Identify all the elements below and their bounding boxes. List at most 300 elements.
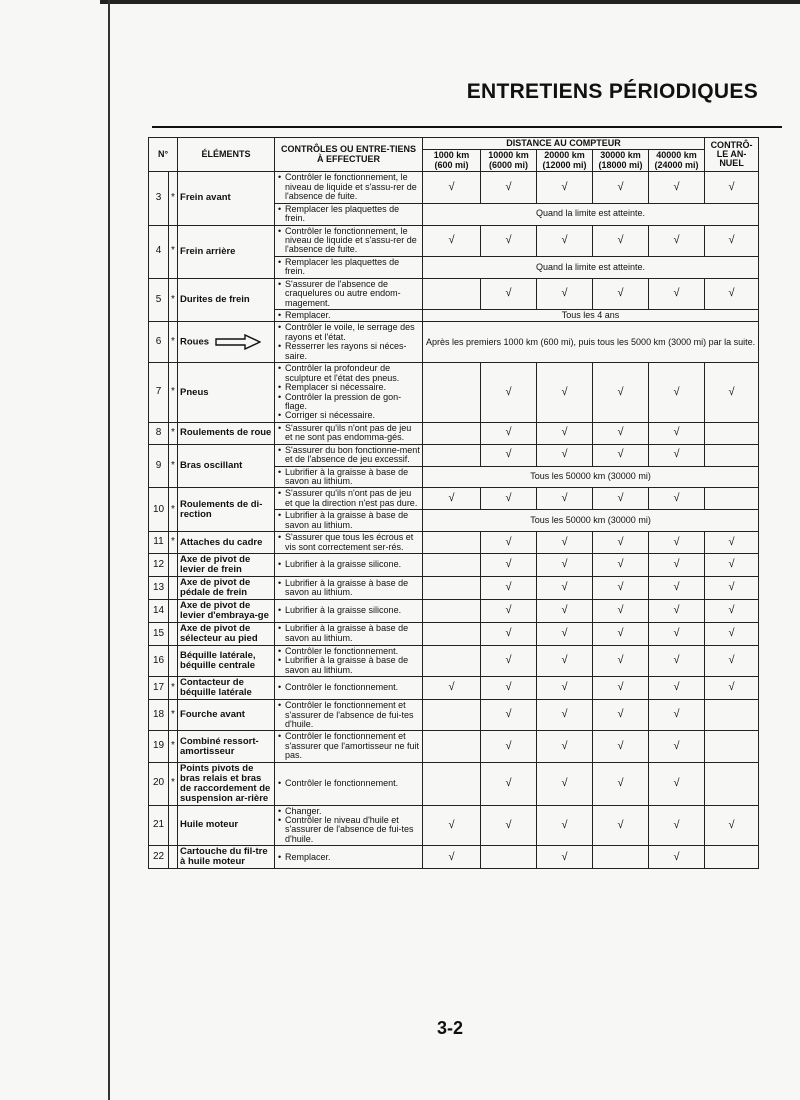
element-name: Attaches du cadre: [180, 536, 263, 548]
row-mark: *: [169, 532, 178, 554]
control-cell: [275, 577, 423, 600]
control-list: [277, 258, 420, 277]
check-cell: √: [481, 444, 537, 466]
control-item: • Lubrifier à la graisse à base de savon au lithium.: [277, 579, 420, 598]
check-cell: √: [593, 645, 649, 676]
check-cell: √: [649, 278, 705, 309]
annual-check-cell: √: [705, 622, 759, 645]
row-mark: *: [169, 322, 178, 363]
annual-check-cell: √: [705, 677, 759, 700]
row-number: 22: [149, 846, 169, 869]
check-cell: √: [649, 677, 705, 700]
row-number: 15: [149, 622, 169, 645]
table-row: [149, 762, 759, 805]
check-cell: √: [423, 488, 481, 510]
element-name: Cartouche du fil-tre à huile moteur: [180, 846, 268, 868]
element-name: Roulements de di-rection: [180, 498, 263, 520]
check-cell: √: [649, 554, 705, 577]
control-cell: [275, 762, 423, 805]
annual-check-cell: √: [705, 645, 759, 676]
element-cell: [178, 846, 275, 869]
table-row: [149, 846, 759, 869]
check-cell: √: [481, 422, 537, 444]
element-name: Points pivots de bras relais et bras de raccordement de suspension ar-rière: [180, 762, 271, 804]
control-list: [277, 624, 420, 643]
annual-check-cell: √: [705, 225, 759, 256]
element-name: Axe de pivot de sélecteur au pied: [180, 622, 258, 644]
check-cell: √: [649, 444, 705, 466]
check-cell: [423, 577, 481, 600]
check-cell: √: [423, 677, 481, 700]
check-cell: √: [423, 805, 481, 846]
element-cell: [178, 278, 275, 322]
row-number: 17: [149, 677, 169, 700]
control-list: [277, 807, 420, 845]
check-cell: √: [649, 532, 705, 554]
annual-check-cell: √: [705, 278, 759, 309]
check-cell: √: [537, 444, 593, 466]
control-cell: [275, 422, 423, 444]
row-mark: [169, 846, 178, 869]
element-cell: [178, 762, 275, 805]
table-row: [149, 554, 759, 577]
row-mark: *: [169, 422, 178, 444]
control-item: • Changer.: [277, 807, 420, 816]
control-cell: [275, 363, 423, 423]
control-list: [277, 446, 420, 465]
control-list: [277, 511, 420, 530]
control-cell: [275, 645, 423, 676]
element-name: Pneus: [180, 386, 209, 398]
element-name: Roues: [180, 336, 210, 348]
check-cell: [423, 599, 481, 622]
check-cell: √: [537, 363, 593, 423]
table-row: [149, 700, 759, 731]
control-list: [277, 647, 420, 675]
control-list: [277, 701, 420, 729]
check-cell: √: [593, 677, 649, 700]
control-list: [277, 579, 420, 598]
row-mark: *: [169, 363, 178, 423]
check-cell: [423, 554, 481, 577]
table-row: [149, 645, 759, 676]
row-number: 9: [149, 444, 169, 488]
header-d1: 1000 km (600 mi): [423, 150, 481, 172]
element-cell: [178, 363, 275, 423]
element-name: Bras oscillant: [180, 460, 243, 472]
row-number: 8: [149, 422, 169, 444]
row-mark: [169, 805, 178, 846]
control-item: • Corriger si nécessaire.: [277, 411, 420, 420]
row-mark: *: [169, 762, 178, 805]
control-list: [277, 560, 420, 569]
control-item: • Resserrer les rayons si néces-saire.: [277, 342, 420, 361]
check-cell: √: [481, 577, 537, 600]
check-cell: [423, 622, 481, 645]
element-name: Axe de pivot de levier de frein: [180, 554, 251, 576]
row-number: 10: [149, 488, 169, 532]
control-item: • Contrôler le fonctionnement.: [277, 647, 420, 656]
row-mark: [169, 645, 178, 676]
element-name: Béquille latérale, béquille centrale: [180, 650, 256, 671]
check-cell: [423, 762, 481, 805]
check-cell: √: [593, 554, 649, 577]
check-cell: √: [537, 677, 593, 700]
element-cell: [178, 700, 275, 731]
control-cell: [275, 466, 423, 488]
check-cell: √: [537, 805, 593, 846]
control-list: [277, 683, 420, 692]
control-item: • Remplacer les plaquettes de frein.: [277, 205, 420, 224]
check-cell: √: [481, 599, 537, 622]
page-title: ENTRETIENS PÉRIODIQUES: [466, 80, 758, 103]
annual-check-cell: [705, 488, 759, 510]
check-cell: √: [481, 645, 537, 676]
element-cell: [178, 422, 275, 444]
element-cell: [178, 677, 275, 700]
interval-note: Quand la limite est atteinte.: [423, 203, 759, 225]
control-item: • Lubrifier à la graisse silicone.: [277, 560, 420, 569]
row-number: 4: [149, 225, 169, 278]
table-row: [149, 322, 759, 363]
row-number: 14: [149, 599, 169, 622]
annual-check-cell: √: [705, 805, 759, 846]
control-list: [277, 280, 420, 308]
check-cell: √: [537, 422, 593, 444]
check-cell: √: [481, 762, 537, 805]
row-mark: [169, 554, 178, 577]
row-mark: *: [169, 731, 178, 762]
check-cell: √: [537, 172, 593, 203]
control-cell: [275, 225, 423, 256]
element-name: Durites de frein: [180, 294, 250, 306]
element-cell: [178, 645, 275, 676]
check-cell: √: [593, 622, 649, 645]
check-cell: √: [649, 172, 705, 203]
check-cell: √: [537, 599, 593, 622]
annual-check-cell: √: [705, 554, 759, 577]
control-list: [277, 173, 420, 201]
control-cell: [275, 532, 423, 554]
row-mark: *: [169, 677, 178, 700]
check-cell: √: [481, 731, 537, 762]
check-cell: [593, 846, 649, 869]
row-number: 5: [149, 278, 169, 322]
check-cell: √: [423, 225, 481, 256]
check-cell: [423, 422, 481, 444]
control-list: [277, 732, 420, 760]
header-distance: DISTANCE AU COMPTEUR: [423, 138, 705, 150]
control-item: • Contrôler le niveau d'huile et s'assurer de l'absence de fui-tes d'huile.: [277, 816, 420, 844]
check-cell: √: [537, 762, 593, 805]
element-cell: [178, 622, 275, 645]
control-item: • Lubrifier à la graisse à base de savon au lithium.: [277, 468, 420, 487]
element-name: Roulements de roue: [180, 427, 272, 439]
control-cell: [275, 203, 423, 225]
control-item: • Remplacer les plaquettes de frein.: [277, 258, 420, 277]
control-item: • Contrôler le fonctionnement, le niveau de liquide et s'assu-rer de l'absence de fuite.: [277, 227, 420, 255]
check-cell: √: [649, 645, 705, 676]
check-cell: √: [649, 599, 705, 622]
page-left-edge: [108, 0, 110, 1100]
control-item: • Lubrifier à la graisse à base de savon au lithium.: [277, 656, 420, 675]
row-number: 7: [149, 363, 169, 423]
top-border: [100, 0, 800, 4]
check-cell: √: [481, 363, 537, 423]
control-item: • S'assurer que tous les écrous et vis sont correctement ser-rés.: [277, 533, 420, 552]
control-cell: [275, 599, 423, 622]
row-mark: [169, 622, 178, 645]
maintenance-table: [148, 137, 759, 869]
element-cell: [178, 554, 275, 577]
control-cell: [275, 510, 423, 532]
element-name: Frein arrière: [180, 245, 236, 257]
control-cell: [275, 554, 423, 577]
control-cell: [275, 444, 423, 466]
row-number: 13: [149, 577, 169, 600]
check-cell: √: [649, 805, 705, 846]
annual-check-cell: [705, 762, 759, 805]
row-number: 12: [149, 554, 169, 577]
annual-check-cell: √: [705, 599, 759, 622]
header-elements: ÉLÉMENTS: [178, 138, 275, 172]
element-name: Combiné ressort-amortisseur: [180, 735, 259, 757]
check-cell: √: [537, 645, 593, 676]
control-cell: [275, 172, 423, 203]
row-mark: [169, 599, 178, 622]
check-cell: [423, 278, 481, 309]
check-cell: [423, 731, 481, 762]
check-cell: √: [649, 622, 705, 645]
control-list: [277, 205, 420, 224]
control-list: [277, 533, 420, 552]
page-number: 3-2: [437, 1018, 464, 1038]
element-name: Frein avant: [180, 192, 231, 204]
control-item: • Remplacer.: [277, 311, 420, 320]
header-controls: CONTRÔLES OU ENTRE-TIENS À EFFECTUER: [275, 138, 423, 172]
control-list: [277, 779, 420, 788]
header-num: N°: [149, 138, 178, 172]
control-item: • Contrôler la profondeur de sculpture et l'état des pneus.: [277, 364, 420, 383]
table-row: [149, 805, 759, 846]
check-cell: √: [593, 599, 649, 622]
check-cell: [423, 645, 481, 676]
table-row: [149, 599, 759, 622]
header-annual: CONTRÔ-LE AN-NUEL: [705, 138, 759, 172]
control-list: [277, 606, 420, 615]
annual-check-cell: √: [705, 532, 759, 554]
table-row: [149, 422, 759, 444]
control-item: • Contrôler le voile, le serrage des rayons et l'état.: [277, 323, 420, 342]
arrow-right-icon: [215, 334, 261, 350]
check-cell: √: [537, 488, 593, 510]
control-list: [277, 323, 420, 361]
control-cell: [275, 846, 423, 869]
check-cell: √: [481, 532, 537, 554]
check-cell: √: [649, 700, 705, 731]
table-body: [149, 172, 759, 869]
element-cell: [178, 599, 275, 622]
check-cell: √: [649, 846, 705, 869]
table-row: [149, 532, 759, 554]
check-cell: √: [649, 731, 705, 762]
check-cell: √: [537, 846, 593, 869]
control-list: [277, 468, 420, 487]
control-cell: [275, 700, 423, 731]
control-list: [277, 489, 420, 508]
control-item: • Lubrifier à la graisse à base de savon au lithium.: [277, 624, 420, 643]
table-row: [149, 172, 759, 203]
title-rule: [152, 126, 782, 128]
control-item: • Contrôler la pression de gon-flage.: [277, 393, 420, 412]
element-cell: [178, 322, 275, 363]
check-cell: √: [537, 278, 593, 309]
check-cell: √: [481, 172, 537, 203]
row-number: 18: [149, 700, 169, 731]
element-name: Axe de pivot de levier d'embraya-ge: [180, 599, 269, 621]
check-cell: √: [481, 700, 537, 731]
check-cell: √: [649, 577, 705, 600]
row-mark: *: [169, 278, 178, 322]
table-row: [149, 225, 759, 256]
check-cell: [423, 532, 481, 554]
control-cell: [275, 310, 423, 322]
control-cell: [275, 322, 423, 363]
control-item: • Remplacer si nécessaire.: [277, 383, 420, 392]
annual-check-cell: √: [705, 577, 759, 600]
table-row: [149, 278, 759, 309]
check-cell: √: [593, 488, 649, 510]
control-list: [277, 424, 420, 443]
table-row: [149, 622, 759, 645]
check-cell: √: [593, 225, 649, 256]
table-row: [149, 677, 759, 700]
element-cell: [178, 731, 275, 762]
check-cell: √: [593, 278, 649, 309]
table-row: [149, 488, 759, 510]
row-mark: *: [169, 172, 178, 225]
row-number: 20: [149, 762, 169, 805]
control-list: [277, 853, 420, 862]
control-item: • Contrôler le fonctionnement.: [277, 683, 420, 692]
check-cell: √: [537, 532, 593, 554]
control-cell: [275, 677, 423, 700]
check-cell: √: [481, 488, 537, 510]
control-cell: [275, 488, 423, 510]
check-cell: [423, 444, 481, 466]
control-list: [277, 311, 420, 320]
annual-check-cell: [705, 422, 759, 444]
row-mark: [169, 577, 178, 600]
element-cell: [178, 225, 275, 278]
check-cell: √: [649, 422, 705, 444]
check-cell: √: [593, 577, 649, 600]
check-cell: √: [537, 731, 593, 762]
control-item: • S'assurer qu'ils n'ont pas de jeu et que la direction n'est pas dure.: [277, 489, 420, 508]
check-cell: √: [649, 762, 705, 805]
control-list: [277, 227, 420, 255]
interval-note: Après les premiers 1000 km (600 mi), puis tous les 5000 km (3000 mi) par la suite.: [423, 322, 759, 363]
element-cell: [178, 444, 275, 488]
row-number: 19: [149, 731, 169, 762]
check-cell: √: [593, 422, 649, 444]
check-cell: [423, 700, 481, 731]
header-d5: 40000 km (24000 mi): [649, 150, 705, 172]
check-cell: √: [481, 278, 537, 309]
control-cell: [275, 731, 423, 762]
check-cell: √: [481, 225, 537, 256]
table-row: [149, 577, 759, 600]
interval-note: Tous les 50000 km (30000 mi): [423, 510, 759, 532]
control-item: • Contrôler le fonctionnement et s'assurer de l'absence de fui-tes d'huile.: [277, 701, 420, 729]
check-cell: √: [593, 363, 649, 423]
check-cell: √: [649, 488, 705, 510]
control-item: • S'assurer qu'ils n'ont pas de jeu et ne sont pas endomma-gés.: [277, 424, 420, 443]
element-cell: [178, 577, 275, 600]
check-cell: √: [593, 444, 649, 466]
control-list: [277, 364, 420, 421]
check-cell: [423, 363, 481, 423]
row-number: 16: [149, 645, 169, 676]
check-cell: √: [423, 172, 481, 203]
annual-check-cell: [705, 731, 759, 762]
check-cell: √: [593, 805, 649, 846]
interval-note: Tous les 4 ans: [423, 310, 759, 322]
check-cell: √: [649, 363, 705, 423]
control-cell: [275, 622, 423, 645]
control-item: • Contrôler le fonctionnement, le niveau de liquide et s'assu-rer de l'absence de fuite.: [277, 173, 420, 201]
control-item: • Remplacer.: [277, 853, 420, 862]
check-cell: √: [593, 172, 649, 203]
header-d2: 10000 km (6000 mi): [481, 150, 537, 172]
row-number: 6: [149, 322, 169, 363]
row-mark: *: [169, 444, 178, 488]
check-cell: √: [593, 762, 649, 805]
annual-check-cell: [705, 444, 759, 466]
element-name: Axe de pivot de pédale de frein: [180, 577, 251, 598]
row-number: 3: [149, 172, 169, 225]
control-item: • Contrôler le fonctionnement.: [277, 779, 420, 788]
annual-check-cell: √: [705, 172, 759, 203]
check-cell: √: [423, 846, 481, 869]
element-name: Fourche avant: [180, 709, 245, 721]
control-item: • S'assurer de l'absence de craquelures ou autre endom-magement.: [277, 280, 420, 308]
control-item: • S'assurer du bon fonctionne-ment et de l'absence de jeu excessif.: [277, 446, 420, 465]
row-number: 11: [149, 532, 169, 554]
annual-check-cell: [705, 846, 759, 869]
check-cell: √: [593, 731, 649, 762]
element-cell: [178, 172, 275, 225]
table-row: [149, 444, 759, 466]
check-cell: √: [649, 225, 705, 256]
element-name: Huile moteur: [180, 819, 239, 831]
row-number: 21: [149, 805, 169, 846]
check-cell: √: [537, 700, 593, 731]
check-cell: √: [481, 677, 537, 700]
control-cell: [275, 256, 423, 278]
element-cell: [178, 532, 275, 554]
check-cell: [481, 846, 537, 869]
element-cell: [178, 488, 275, 532]
control-item: • Lubrifier à la graisse silicone.: [277, 606, 420, 615]
check-cell: √: [481, 554, 537, 577]
check-cell: √: [593, 700, 649, 731]
check-cell: √: [593, 532, 649, 554]
check-cell: √: [537, 577, 593, 600]
check-cell: √: [481, 805, 537, 846]
table-row: [149, 731, 759, 762]
check-cell: √: [537, 554, 593, 577]
